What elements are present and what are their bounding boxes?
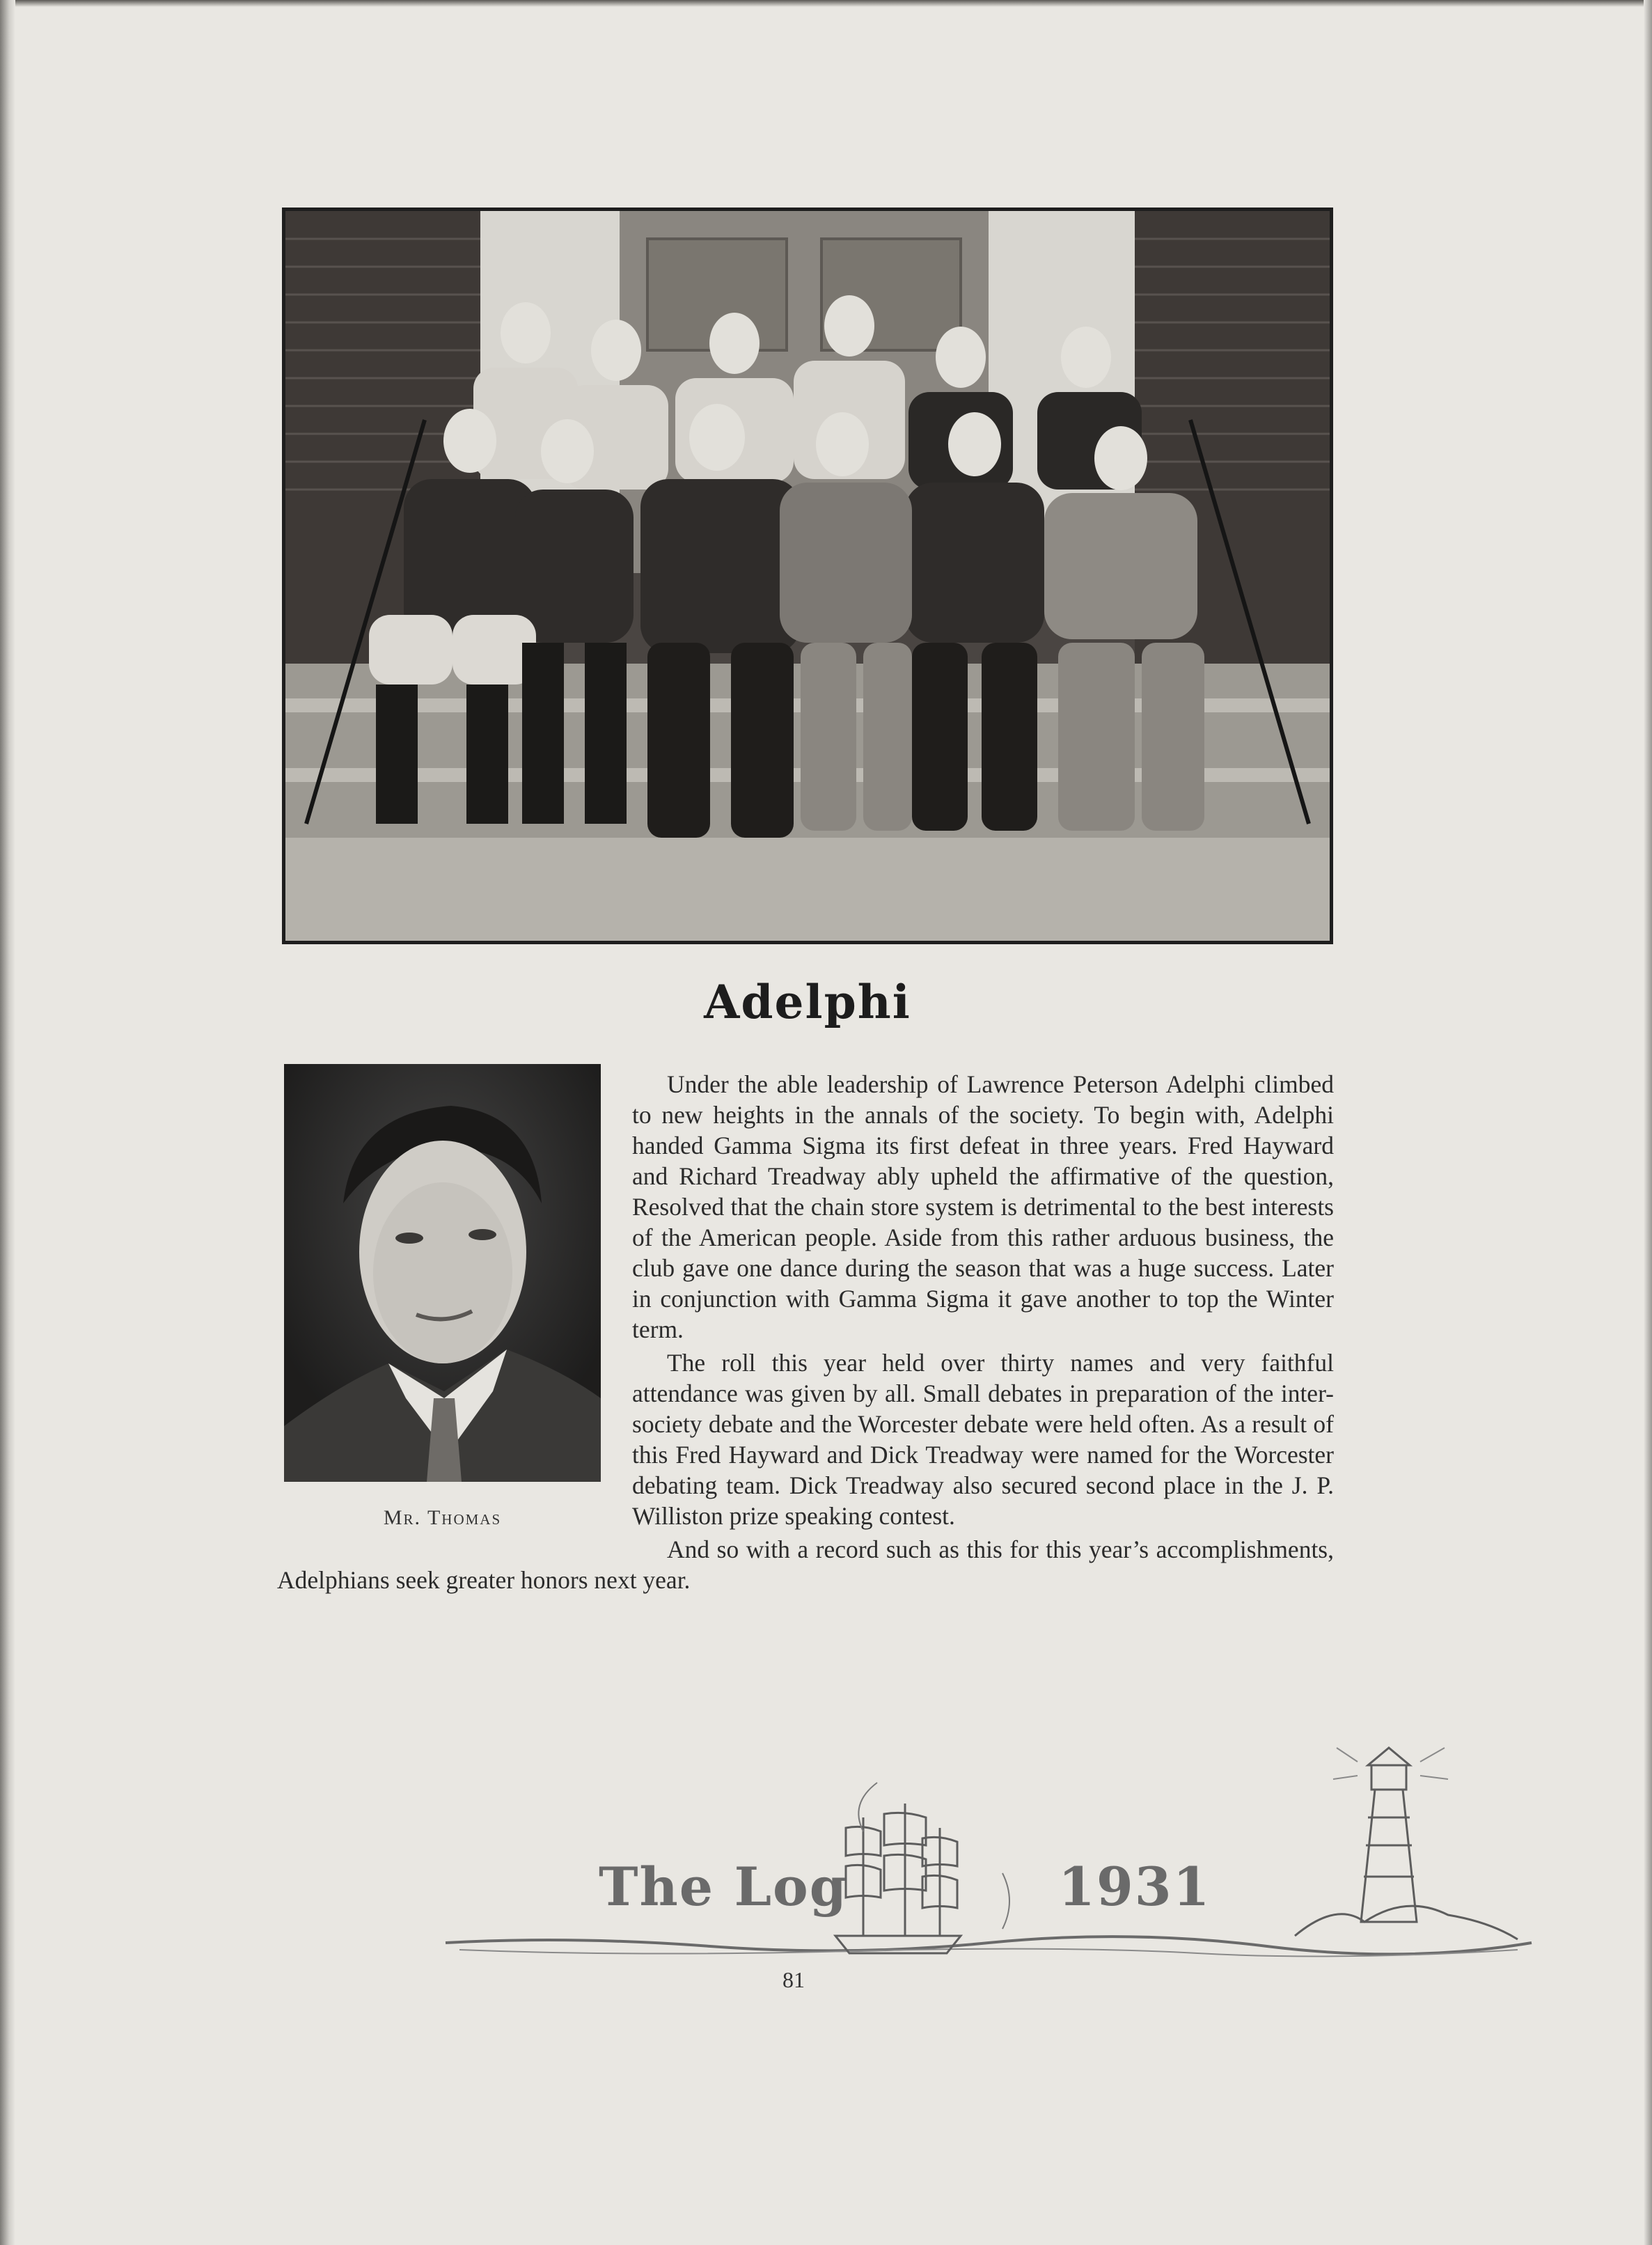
ship-icon	[835, 1804, 961, 1953]
page-edge	[0, 0, 1652, 7]
paragraph: And so with a record such as this for this year’s accomplishments, Adelphians seek greater honors next year.	[277, 1535, 1334, 1594]
paragraph: Under the able leadership of Lawrence Peterson Adelphi climbed to new heights in the annals of the society. To begin with, Adelphi handed Gamma Sigma its first defeat in three years. Fred Hayward and Richard Treadway ably upheld the affirmative of the question, Resolved that the chain store system is detrimental to the best interests of the American people. Aside from this rather arduous business, the club gave one dance during the season that was a huge success. Later in conjunction with Gamma Sigma it gave another to top the Winter term.	[632, 1070, 1334, 1343]
footer-banner	[432, 1706, 1545, 1985]
article-body	[277, 1069, 1334, 1595]
footer-illustration	[432, 1706, 1545, 1985]
section-title: Adelphi	[704, 975, 911, 1029]
paragraph: The roll this year held over thirty names and very faithful attendance was given by all. Small debates in preparation of the inter-society debate and the Worcester debate were held often. As a result of this Fred Hayward and Dick Treadway were named for the Worcester debating team. Dick Treadway also secured second place in the J. P. Williston prize speaking contest.	[632, 1349, 1334, 1530]
portrait-float-space	[277, 1069, 632, 1542]
footer-brand-year: 1931	[1058, 1856, 1211, 1918]
page-edge	[1644, 0, 1652, 2245]
footer-brand-name: The Log	[599, 1856, 848, 1918]
portrait-caption: Mr. Thomas	[383, 1506, 502, 1529]
lighthouse-icon	[1295, 1748, 1518, 1939]
group-photo-image	[285, 211, 1330, 941]
page-binding-edge	[0, 0, 15, 2245]
page-number: 81	[782, 1967, 805, 1992]
group-photo	[282, 208, 1333, 944]
